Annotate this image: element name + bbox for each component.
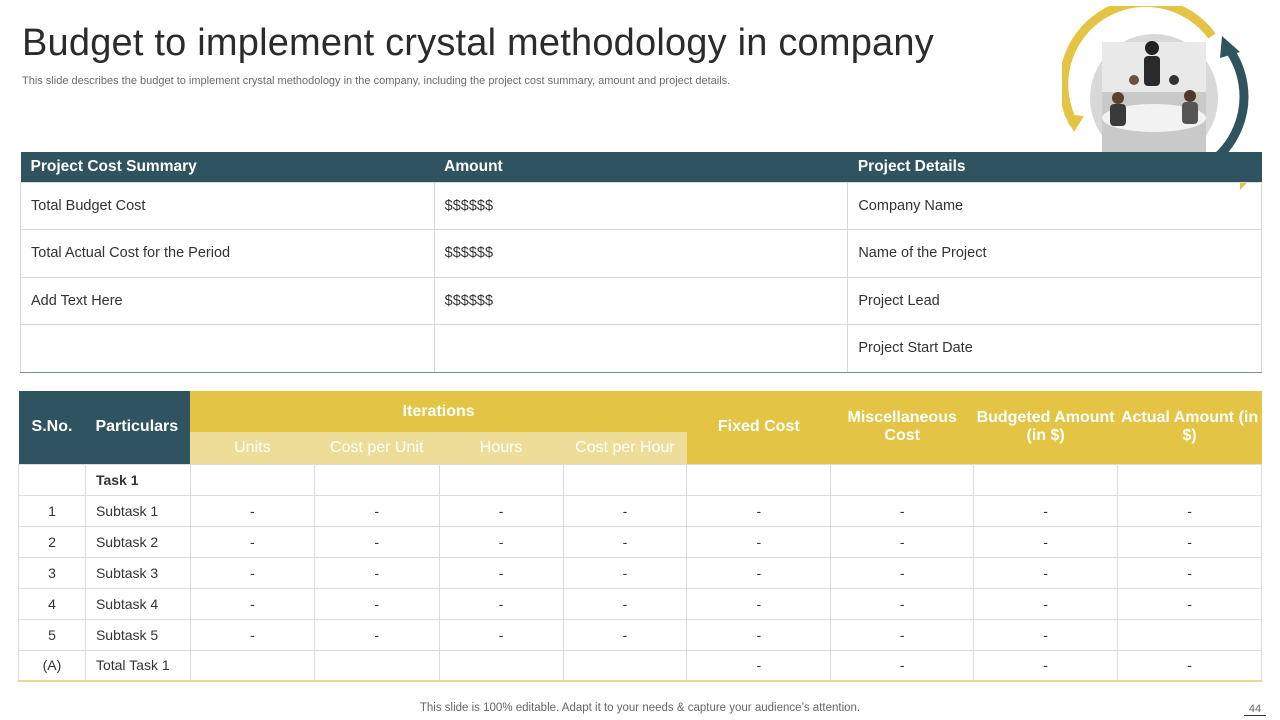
value-cell: - — [974, 526, 1118, 557]
value-cell: - — [831, 495, 974, 526]
budget-row — [19, 650, 1262, 681]
value-cell: - — [687, 588, 831, 619]
header-misc-cost: Miscellaneous Cost — [831, 391, 974, 464]
value-cell — [831, 464, 974, 495]
value-cell: - — [831, 619, 974, 650]
summary-row — [21, 182, 1262, 230]
value-cell: - — [687, 526, 831, 557]
budget-row — [19, 495, 1262, 526]
header-cost-per-unit: Cost per Unit — [314, 432, 439, 464]
value-cell: - — [974, 619, 1118, 650]
summary-cell: $$$$$$ — [434, 230, 848, 278]
particulars-cell: Subtask 2 — [85, 526, 190, 557]
value-cell: - — [563, 526, 687, 557]
value-cell: - — [439, 526, 563, 557]
value-cell — [314, 464, 439, 495]
value-cell — [439, 464, 563, 495]
value-cell: - — [190, 557, 314, 588]
value-cell: - — [439, 495, 563, 526]
value-cell — [687, 464, 831, 495]
value-cell: - — [974, 588, 1118, 619]
header-particulars: Particulars — [85, 391, 190, 464]
budget-row — [19, 557, 1262, 588]
header-project-cost-summary: Project Cost Summary — [21, 152, 435, 182]
header-hours: Hours — [439, 432, 563, 464]
summary-cell: Total Budget Cost — [21, 182, 435, 230]
sno-cell: 5 — [19, 619, 86, 650]
value-cell: - — [974, 650, 1118, 681]
value-cell — [439, 650, 563, 681]
value-cell: - — [687, 557, 831, 588]
particulars-cell: Subtask 5 — [85, 619, 190, 650]
value-cell: - — [563, 495, 687, 526]
page-number: 44 — [1244, 703, 1266, 716]
summary-row — [21, 325, 1262, 373]
value-cell: - — [314, 495, 439, 526]
slide-title: Budget to implement crystal methodology in company — [22, 22, 934, 64]
summary-cell — [21, 325, 435, 373]
header-sno: S.No. — [19, 391, 86, 464]
summary-cell: Project Start Date — [848, 325, 1262, 373]
value-cell — [1118, 464, 1262, 495]
slide-footer: This slide is 100% editable. Adapt it to your needs & capture your audience’s attention. — [419, 702, 861, 714]
value-cell: - — [314, 526, 439, 557]
value-cell: - — [831, 588, 974, 619]
header-cost-per-hour: Cost per Hour — [563, 432, 687, 464]
value-cell: - — [687, 619, 831, 650]
particulars-cell: Total Task 1 — [85, 650, 190, 681]
sno-cell: 2 — [19, 526, 86, 557]
value-cell: - — [687, 495, 831, 526]
value-cell: - — [190, 619, 314, 650]
value-cell: - — [190, 526, 314, 557]
value-cell: - — [439, 619, 563, 650]
value-cell: - — [314, 619, 439, 650]
project-cost-summary-table — [20, 152, 1262, 373]
value-cell: - — [314, 588, 439, 619]
summary-cell — [434, 325, 848, 373]
summary-cell: Company Name — [848, 182, 1262, 230]
header-actual-amount: Actual Amount (in $) — [1118, 391, 1262, 464]
slide-subtitle: This slide describes the budget to implement crystal methodology in the company, including the project cost summary, amount and project details. — [22, 75, 731, 87]
header-units: Units — [190, 432, 314, 464]
budget-row — [19, 588, 1262, 619]
summary-cell: Project Lead — [848, 277, 1262, 325]
sno-cell: 1 — [19, 495, 86, 526]
value-cell — [563, 464, 687, 495]
budget-row — [19, 619, 1262, 650]
budget-row — [19, 526, 1262, 557]
particulars-cell: Subtask 1 — [85, 495, 190, 526]
budget-table — [18, 391, 1262, 682]
value-cell: - — [1118, 495, 1262, 526]
value-cell: - — [563, 588, 687, 619]
budget-row — [19, 464, 1262, 495]
particulars-cell: Task 1 — [85, 464, 190, 495]
value-cell: - — [314, 557, 439, 588]
value-cell: - — [190, 495, 314, 526]
value-cell: - — [190, 588, 314, 619]
summary-cell: $$$$$$ — [434, 277, 848, 325]
value-cell: - — [974, 557, 1118, 588]
value-cell — [974, 464, 1118, 495]
value-cell: - — [1118, 650, 1262, 681]
value-cell: - — [1118, 526, 1262, 557]
sno-cell — [19, 464, 86, 495]
value-cell: - — [1118, 557, 1262, 588]
sno-cell: (A) — [19, 650, 86, 681]
summary-cell: Name of the Project — [848, 230, 1262, 278]
value-cell: - — [563, 557, 687, 588]
header-fixed-cost: Fixed Cost — [687, 391, 831, 464]
header-iterations: Iterations — [190, 391, 686, 432]
value-cell — [190, 464, 314, 495]
value-cell: - — [831, 526, 974, 557]
value-cell: - — [974, 495, 1118, 526]
value-cell: - — [1118, 588, 1262, 619]
particulars-cell: Subtask 4 — [85, 588, 190, 619]
value-cell: - — [563, 619, 687, 650]
value-cell: - — [439, 588, 563, 619]
summary-cell: Add Text Here — [21, 277, 435, 325]
value-cell — [314, 650, 439, 681]
value-cell — [1118, 619, 1262, 650]
summary-row — [21, 230, 1262, 278]
sno-cell: 3 — [19, 557, 86, 588]
summary-cell: Total Actual Cost for the Period — [21, 230, 435, 278]
header-project-details: Project Details — [848, 152, 1262, 182]
value-cell: - — [831, 557, 974, 588]
value-cell: - — [687, 650, 831, 681]
summary-row — [21, 277, 1262, 325]
header-budgeted-amount: Budgeted Amount (in $) — [974, 391, 1118, 464]
value-cell — [563, 650, 687, 681]
value-cell: - — [831, 650, 974, 681]
value-cell — [190, 650, 314, 681]
particulars-cell: Subtask 3 — [85, 557, 190, 588]
summary-cell: $$$$$$ — [434, 182, 848, 230]
sno-cell: 4 — [19, 588, 86, 619]
value-cell: - — [439, 557, 563, 588]
header-amount: Amount — [434, 152, 848, 182]
